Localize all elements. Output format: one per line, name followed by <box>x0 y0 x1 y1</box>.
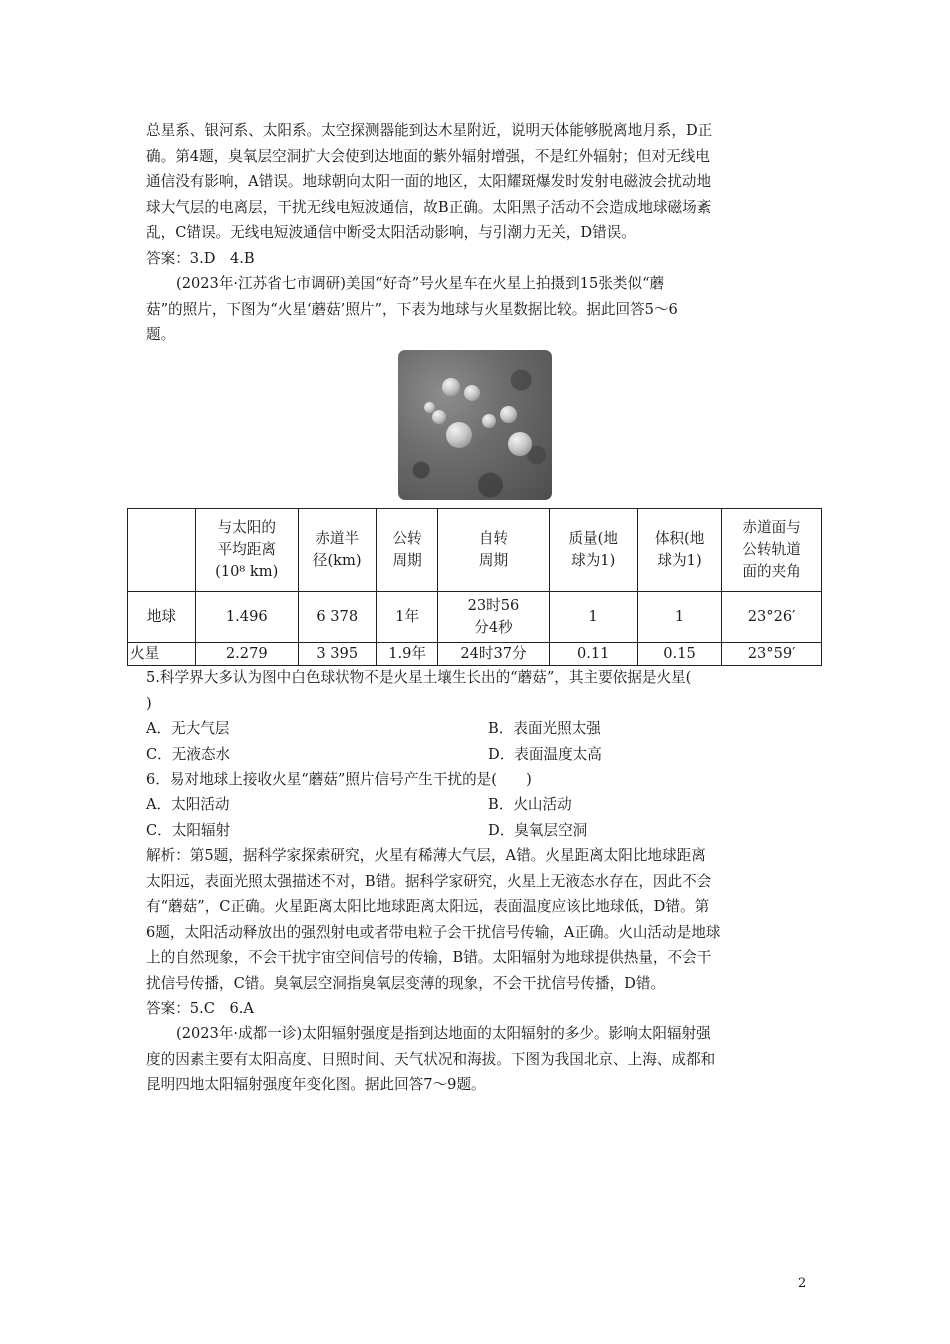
cell-distance: 1.496 <box>195 592 298 643</box>
question-stem-5-6 <box>146 271 810 348</box>
text-line: 度的因素主要有太阳高度、日照时间、天气状况和海拔。下图为我国北京、上海、成都和 <box>146 1050 716 1068</box>
prev-analysis-paragraph <box>146 118 810 271</box>
answer-line-5-6: 答案：5.C 6.A <box>146 1000 254 1017</box>
text-line: 6．易对地球上接收火星“蘑菇”照片信号产生干扰的是( ) <box>146 771 532 788</box>
answer-line-3-4: 答案：3.D 4.B <box>146 249 255 267</box>
question-5-options <box>146 716 810 767</box>
table-header-distance: 与太阳的 平均距离 (10⁸ km) <box>195 509 298 592</box>
cell-rotation: 24时37分 <box>438 643 549 666</box>
table-row <box>128 592 822 643</box>
cell-mass: 0.11 <box>549 643 637 666</box>
text-line: (2023年·江苏省七市调研)美国“好奇”号火星车在火星上拍摄到15张类似“蘑 <box>176 275 665 292</box>
question-6-stem <box>146 767 810 793</box>
question-5-stem <box>146 665 810 716</box>
text-line: 确。第4题，臭氧层空洞扩大会使到达地面的紫外辐射增强，不是红外辐射；但对无线电 <box>146 147 710 165</box>
text-line: 6题，太阳活动释放出的强烈射电或者带电粒子会干扰信号传输，A正确。火山活动是地球 <box>146 923 721 941</box>
text-line: 有“蘑菇”，C正确。火星距离太阳比地球距离太阳远，表面温度应该比地球低，D错。第 <box>146 898 710 915</box>
table-header-obliquity: 赤道面与 公转轨道 面的夹角 <box>722 509 822 592</box>
cell-revolution: 1.9年 <box>376 643 438 666</box>
row-name: 地球 <box>128 592 196 643</box>
row-name: 火星 <box>128 643 196 666</box>
option-b: B．火山活动 <box>488 796 572 813</box>
table-header-row <box>128 509 822 592</box>
text-line: 总星系、银河系、太阳系。太空探测器能到达木星附近，说明天体能够脱离地月系，D正 <box>146 122 713 139</box>
table-header-volume: 体积(地 球为1) <box>637 509 721 592</box>
option-a: A．太阳活动 <box>146 796 230 813</box>
mars-mushroom-photo <box>398 350 552 500</box>
table-header-blank <box>128 509 196 592</box>
text-line: 通信没有影响，A错误。地球朝向太阳一面的地区，太阳耀斑爆发时发射电磁波会扰动地 <box>146 173 712 190</box>
text-line: ) <box>146 694 152 712</box>
cell-obliquity: 23°59′ <box>722 643 822 666</box>
text-line: 上的自然现象，不会干扰宇宙空间信号的传输，B错。太阳辐射为地球提供热量，不会干 <box>146 949 712 966</box>
analysis-paragraph <box>146 843 810 1022</box>
option-b: B．表面光照太强 <box>488 720 601 737</box>
text-line: 菇”的照片，下图为“火星‘蘑菇’照片”，下表为地球与火星数据比较。据此回答5～6 <box>146 300 678 318</box>
cell-radius: 6 378 <box>298 592 376 643</box>
text-line: 5.科学界大多认为图中白色球状物不是火星土壤生长出的“蘑菇”，其主要依据是火星( <box>146 669 692 686</box>
option-c: C．无液态水 <box>146 745 231 763</box>
question-stem-7-9 <box>146 1021 810 1098</box>
table-header-mass: 质量(地 球为1) <box>549 509 637 592</box>
text-line: 球大气层的电离层，干扰无线电短波通信，故B正确。太阳黑子活动不会造成地球磁场紊 <box>146 198 712 216</box>
cell-radius: 3 395 <box>298 643 376 666</box>
question-6-options <box>146 792 810 843</box>
cell-obliquity: 23°26′ <box>722 592 822 643</box>
table-header-radius: 赤道半 径(km) <box>298 509 376 592</box>
cell-volume: 0.15 <box>637 643 721 666</box>
text-line: 太阳远，表面光照太强描述不对，B错。据科学家研究，火星上无液态水存在，因此不会 <box>146 872 712 890</box>
option-d: D．臭氧层空洞 <box>488 821 588 839</box>
option-c: C．太阳辐射 <box>146 821 231 839</box>
option-d: D．表面温度太高 <box>488 745 602 763</box>
table-header-rotation: 自转 周期 <box>438 509 549 592</box>
text-line: 乱，C错误。无线电短波通信中断受太阳活动影响，与引潮力无关，D错误。 <box>146 224 636 241</box>
table-row <box>128 643 822 666</box>
cell-mass: 1 <box>549 592 637 643</box>
option-a: A．无大气层 <box>146 720 230 737</box>
cell-rotation: 23时56 分4秒 <box>438 592 549 643</box>
text-line: 解析：第5题，据科学家探索研究，火星有稀薄大气层，A错。火星距离太阳比地球距离 <box>146 847 706 864</box>
cell-volume: 1 <box>637 592 721 643</box>
page-number: 2 <box>798 1276 807 1291</box>
text-line: (2023年·成都一诊)太阳辐射强度是指到达地面的太阳辐射的多少。影响太阳辐射强 <box>176 1025 711 1042</box>
cell-revolution: 1年 <box>376 592 438 643</box>
earth-mars-comparison-table <box>127 508 822 666</box>
text-line: 扰信号传播，C错。臭氧层空洞指臭氧层变薄的现象，不会干扰信号传播，D错。 <box>146 974 666 992</box>
text-line: 题。 <box>146 326 176 343</box>
table-header-revolution: 公转 周期 <box>376 509 438 592</box>
cell-distance: 2.279 <box>195 643 298 666</box>
text-line: 昆明四地太阳辐射强度年变化图。据此回答7～9题。 <box>146 1076 486 1093</box>
